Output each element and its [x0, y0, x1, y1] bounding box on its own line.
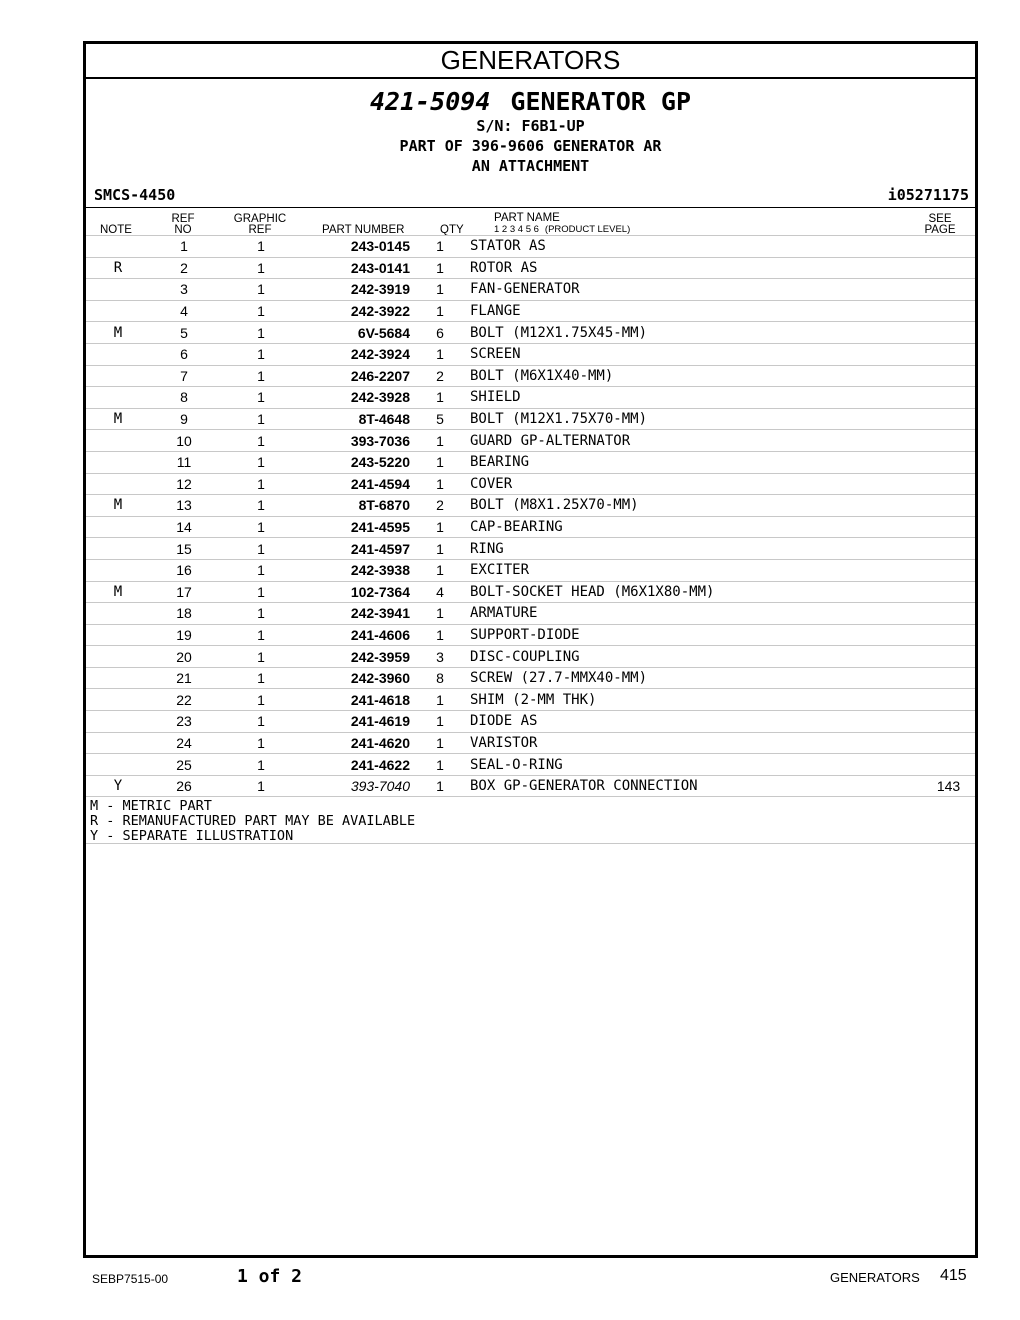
cell-note [86, 711, 150, 733]
cell-gref: 1 [218, 322, 304, 344]
cell-pn: 242-3919 [304, 279, 410, 301]
cell-ref: 22 [150, 689, 218, 711]
cell-ref: 12 [150, 473, 218, 495]
cell-gref: 1 [218, 732, 304, 754]
table-row [86, 430, 975, 452]
cell-qty: 1 [410, 236, 470, 257]
col-part-name [494, 213, 630, 235]
cell-pn: 8T-6870 [304, 495, 410, 517]
table-row [86, 689, 975, 711]
cell-ref: 13 [150, 495, 218, 517]
cell-qty: 1 [410, 559, 470, 581]
illustration-id: i05271175 [887, 186, 969, 204]
cell-gref: 1 [218, 559, 304, 581]
cell-desc: CAP-BEARING [470, 516, 922, 538]
cell-desc: SEAL-O-RING [470, 754, 922, 776]
cell-qty: 1 [410, 279, 470, 301]
table-row [86, 667, 975, 689]
cell-desc: BOLT (M6X1X40-MM) [470, 365, 922, 387]
cell-pn: 393-7036 [304, 430, 410, 452]
table-row [86, 516, 975, 538]
cell-pn: 6V-5684 [304, 322, 410, 344]
table-row [86, 473, 975, 495]
cell-gref: 1 [218, 408, 304, 430]
table-row [86, 775, 975, 797]
col-see-page [924, 214, 956, 236]
cell-gref: 1 [218, 236, 304, 257]
cell-pn: 242-3928 [304, 387, 410, 409]
cell-desc: SCREEN [470, 343, 922, 365]
cell-ref: 4 [150, 300, 218, 322]
cell-desc: SUPPORT-DIODE [470, 624, 922, 646]
cell-gref: 1 [218, 689, 304, 711]
level-numbers: 1 2 3 4 5 6 [494, 224, 539, 235]
cell-pn: 241-4595 [304, 516, 410, 538]
cell-see [922, 559, 975, 581]
cell-ref: 1 [150, 236, 218, 257]
cell-desc: RING [470, 538, 922, 560]
cell-desc: DIODE AS [470, 711, 922, 733]
parts-table [86, 236, 975, 797]
cell-qty: 2 [410, 495, 470, 517]
cell-desc: BOLT (M12X1.75X70-MM) [470, 408, 922, 430]
cell-qty: 1 [410, 300, 470, 322]
cell-qty: 1 [410, 516, 470, 538]
cell-pn: 241-4606 [304, 624, 410, 646]
cell-ref: 23 [150, 711, 218, 733]
cell-desc: ROTOR AS [470, 257, 922, 279]
cell-note: R [86, 257, 150, 279]
table-row [86, 559, 975, 581]
cell-see [922, 236, 975, 257]
cell-desc: COVER [470, 473, 922, 495]
cell-gref: 1 [218, 451, 304, 473]
cell-pn: 241-4597 [304, 538, 410, 560]
cell-qty: 5 [410, 408, 470, 430]
table-row [86, 365, 975, 387]
cell-pn: 243-5220 [304, 451, 410, 473]
cell-ref: 10 [150, 430, 218, 452]
group-part-name: GENERATOR GP [510, 87, 692, 116]
cell-pn: 242-3959 [304, 646, 410, 668]
cell-pn: 241-4622 [304, 754, 410, 776]
cell-note: M [86, 408, 150, 430]
cell-qty: 1 [410, 473, 470, 495]
cell-see [922, 343, 975, 365]
serial-number: S/N: F6B1-UP [476, 117, 585, 135]
table-row [86, 257, 975, 279]
cell-gref: 1 [218, 581, 304, 603]
part-of-line: PART OF 396-9606 GENERATOR AR [399, 137, 662, 155]
cell-ref: 18 [150, 603, 218, 625]
cell-note [86, 667, 150, 689]
group-part-number: 421-5094 [369, 87, 491, 116]
cell-note [86, 624, 150, 646]
cell-see: 143 [922, 775, 975, 797]
cell-qty: 3 [410, 646, 470, 668]
cell-see [922, 667, 975, 689]
col-part-number: PART NUMBER [322, 224, 405, 236]
cell-qty: 1 [410, 603, 470, 625]
footer-page-of: 1 of 2 [237, 1266, 303, 1287]
table-row [86, 279, 975, 301]
cell-see [922, 603, 975, 625]
table-row [86, 646, 975, 668]
cell-note [86, 300, 150, 322]
cell-qty: 1 [410, 538, 470, 560]
cell-desc: GUARD GP-ALTERNATOR [470, 430, 922, 452]
cell-qty: 1 [410, 689, 470, 711]
cell-pn: 242-3941 [304, 603, 410, 625]
cell-ref: 6 [150, 343, 218, 365]
cell-gref: 1 [218, 754, 304, 776]
cell-gref: 1 [218, 257, 304, 279]
cell-desc: BOLT (M12X1.75X45-MM) [470, 322, 922, 344]
col-graphic-top: GRAPHIC [233, 213, 287, 225]
cell-desc: BOX GP-GENERATOR CONNECTION [470, 775, 922, 797]
cell-see [922, 473, 975, 495]
cell-see [922, 495, 975, 517]
cell-ref: 16 [150, 559, 218, 581]
cell-gref: 1 [218, 646, 304, 668]
cell-qty: 2 [410, 365, 470, 387]
cell-note: M [86, 581, 150, 603]
col-graphic-bottom: REF [248, 224, 272, 236]
cell-qty: 1 [410, 257, 470, 279]
cell-desc: DISC-COUPLING [470, 646, 922, 668]
cell-desc: FLANGE [470, 300, 922, 322]
table-row [86, 300, 975, 322]
table-row [86, 322, 975, 344]
cell-desc: EXCITER [470, 559, 922, 581]
cell-desc: BEARING [470, 451, 922, 473]
cell-see [922, 732, 975, 754]
cell-gref: 1 [218, 516, 304, 538]
cell-ref: 14 [150, 516, 218, 538]
cell-gref: 1 [218, 387, 304, 409]
table-row [86, 538, 975, 560]
cell-gref: 1 [218, 430, 304, 452]
cell-note [86, 236, 150, 257]
cell-see [922, 451, 975, 473]
cell-see [922, 257, 975, 279]
cell-see [922, 689, 975, 711]
cell-note: M [86, 495, 150, 517]
cell-gref: 1 [218, 300, 304, 322]
col-ref-bottom: NO [174, 224, 192, 236]
cell-see [922, 408, 975, 430]
parts-table-body [86, 236, 975, 797]
cell-pn: 241-4618 [304, 689, 410, 711]
cell-qty: 1 [410, 711, 470, 733]
cell-see [922, 279, 975, 301]
cell-gref: 1 [218, 775, 304, 797]
cell-ref: 21 [150, 667, 218, 689]
cell-see [922, 322, 975, 344]
cell-note [86, 732, 150, 754]
cell-gref: 1 [218, 603, 304, 625]
cell-qty: 1 [410, 754, 470, 776]
cell-ref: 17 [150, 581, 218, 603]
col-note: NOTE [100, 224, 132, 236]
cell-qty: 8 [410, 667, 470, 689]
cell-note [86, 516, 150, 538]
cell-pn: 241-4619 [304, 711, 410, 733]
table-row [86, 451, 975, 473]
col-ref-top: REF [171, 213, 195, 225]
cell-qty: 1 [410, 430, 470, 452]
attachment-line: AN ATTACHMENT [471, 157, 590, 175]
cell-qty: 1 [410, 775, 470, 797]
footer-section: GENERATORS [830, 1270, 920, 1285]
cell-desc: SHIELD [470, 387, 922, 409]
legend-metric: M - METRIC PART [90, 798, 212, 814]
cell-desc: SCREW (27.7-MMX40-MM) [470, 667, 922, 689]
legend-reman: R - REMANUFACTURED PART MAY BE AVAILABLE [90, 813, 416, 829]
cell-desc: BOLT-SOCKET HEAD (M6X1X80-MM) [470, 581, 922, 603]
cell-ref: 3 [150, 279, 218, 301]
product-levels [494, 224, 630, 235]
cell-see [922, 646, 975, 668]
group-header [86, 88, 975, 176]
footer-doc-id: SEBP7515-00 [92, 1272, 169, 1286]
cell-note [86, 451, 150, 473]
cell-see [922, 387, 975, 409]
cell-see [922, 516, 975, 538]
table-row [86, 711, 975, 733]
table-row [86, 581, 975, 603]
product-level-label: (PRODUCT LEVEL) [544, 224, 631, 235]
cell-qty: 4 [410, 581, 470, 603]
col-see-top: SEE [928, 213, 952, 225]
cell-desc: ARMATURE [470, 603, 922, 625]
col-part-name-label: PART NAME [494, 212, 560, 224]
cell-pn: 242-3924 [304, 343, 410, 365]
cell-note [86, 689, 150, 711]
cell-pn: 241-4594 [304, 473, 410, 495]
table-row [86, 754, 975, 776]
cell-note [86, 279, 150, 301]
cell-pn: 243-0145 [304, 236, 410, 257]
cell-see [922, 711, 975, 733]
cell-gref: 1 [218, 343, 304, 365]
header-rule [86, 207, 975, 208]
cell-ref: 11 [150, 451, 218, 473]
col-qty: QTY [440, 224, 464, 236]
cell-see [922, 538, 975, 560]
cell-desc: STATOR AS [470, 236, 922, 257]
cell-gref: 1 [218, 495, 304, 517]
cell-note [86, 343, 150, 365]
cell-qty: 1 [410, 343, 470, 365]
cell-gref: 1 [218, 279, 304, 301]
cell-note: Y [86, 775, 150, 797]
cell-gref: 1 [218, 473, 304, 495]
table-row [86, 732, 975, 754]
cell-pn: 242-3922 [304, 300, 410, 322]
cell-ref: 26 [150, 775, 218, 797]
cell-see [922, 754, 975, 776]
cell-pn: 242-3938 [304, 559, 410, 581]
cell-ref: 5 [150, 322, 218, 344]
cell-pn: 8T-4648 [304, 408, 410, 430]
cell-note [86, 538, 150, 560]
cell-gref: 1 [218, 538, 304, 560]
col-graphic-ref [230, 214, 290, 236]
table-row [86, 236, 975, 257]
cell-desc: FAN-GENERATOR [470, 279, 922, 301]
table-row [86, 495, 975, 517]
cell-qty: 1 [410, 451, 470, 473]
cell-ref: 7 [150, 365, 218, 387]
group-title-line [86, 88, 975, 116]
table-row [86, 343, 975, 365]
cell-note [86, 387, 150, 409]
cell-pn: 242-3960 [304, 667, 410, 689]
cell-gref: 1 [218, 667, 304, 689]
table-row [86, 624, 975, 646]
table-row [86, 603, 975, 625]
cell-note [86, 646, 150, 668]
cell-ref: 2 [150, 257, 218, 279]
cell-pn: 102-7364 [304, 581, 410, 603]
footer-page-number: 415 [940, 1267, 967, 1284]
table-row [86, 387, 975, 409]
smcs-code: SMCS-4450 [94, 186, 176, 204]
cell-pn: 246-2207 [304, 365, 410, 387]
cell-pn: 393-7040 [304, 775, 410, 797]
cell-qty: 1 [410, 732, 470, 754]
col-see-bottom: PAGE [924, 224, 956, 236]
cell-ref: 15 [150, 538, 218, 560]
cell-note [86, 473, 150, 495]
cell-qty: 6 [410, 322, 470, 344]
cell-ref: 20 [150, 646, 218, 668]
cell-pn: 241-4620 [304, 732, 410, 754]
cell-note [86, 603, 150, 625]
cell-note [86, 430, 150, 452]
cell-gref: 1 [218, 624, 304, 646]
cell-ref: 19 [150, 624, 218, 646]
cell-see [922, 430, 975, 452]
cell-see [922, 365, 975, 387]
cell-ref: 8 [150, 387, 218, 409]
cell-note: M [86, 322, 150, 344]
cell-see [922, 300, 975, 322]
cell-ref: 9 [150, 408, 218, 430]
legend-rule [86, 843, 975, 844]
legend [90, 799, 415, 844]
cell-note [86, 559, 150, 581]
cell-desc: SHIM (2-MM THK) [470, 689, 922, 711]
cell-gref: 1 [218, 711, 304, 733]
table-row [86, 408, 975, 430]
cell-ref: 25 [150, 754, 218, 776]
section-title: GENERATORS [86, 44, 975, 79]
parts-page-frame [83, 41, 978, 1258]
cell-qty: 1 [410, 387, 470, 409]
cell-desc: VARISTOR [470, 732, 922, 754]
cell-ref: 24 [150, 732, 218, 754]
legend-separate: Y - SEPARATE ILLUSTRATION [90, 828, 294, 844]
cell-see [922, 624, 975, 646]
cell-see [922, 581, 975, 603]
cell-pn: 243-0141 [304, 257, 410, 279]
cell-desc: BOLT (M8X1.25X70-MM) [470, 495, 922, 517]
cell-qty: 1 [410, 624, 470, 646]
cell-gref: 1 [218, 365, 304, 387]
cell-note [86, 365, 150, 387]
cell-note [86, 754, 150, 776]
col-ref-no [170, 214, 196, 236]
